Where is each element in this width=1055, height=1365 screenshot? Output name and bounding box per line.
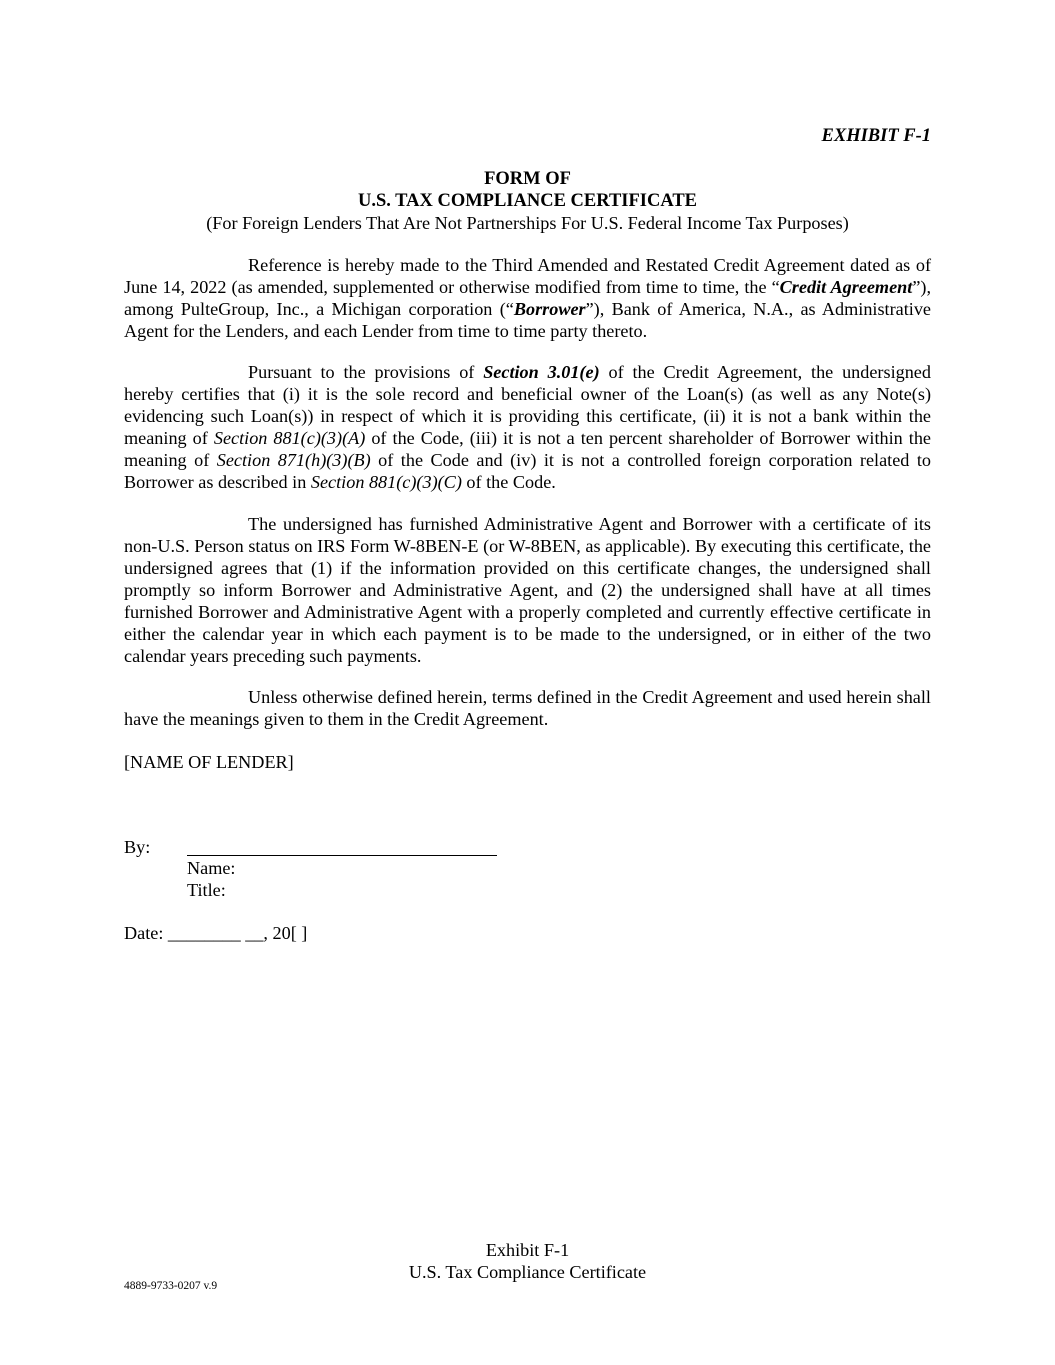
lender-name-placeholder: [NAME OF LENDER] xyxy=(124,752,294,772)
paragraph-text: of the Code. xyxy=(461,472,556,492)
footer-exhibit: Exhibit F-1 xyxy=(485,1240,570,1260)
section-reference: Section 881(c)(3)(C) xyxy=(310,472,462,492)
exhibit-label: EXHIBIT F-1 xyxy=(821,126,931,146)
paragraph-certification xyxy=(124,361,931,493)
title-line-subtitle: (For Foreign Lenders That Are Not Partnerships For U.S. Federal Income Tax Purposes) xyxy=(206,213,849,233)
title-line-form-of: FORM OF xyxy=(484,169,571,189)
paragraph-text: Reference is hereby made to the Third Amended and Restated Credit Agreement dated as of June 14, 2022 (as amended, supplemented or otherwise modified from time to time, the “ xyxy=(124,255,931,297)
paragraph-text: ”), among PulteGroup, Inc., a Michigan corporation (“ xyxy=(124,277,932,319)
paragraph-text: Pursuant to the provisions of xyxy=(248,362,484,382)
paragraph-text: of the Code and (iv) it is not a controlled foreign corporation related to Borrower as described in xyxy=(124,450,931,492)
document-id: 4889-9733-0207 v.9 xyxy=(124,1280,218,1292)
paragraph-reference xyxy=(124,254,931,342)
section-reference: Section 871(h)(3)(B) xyxy=(216,450,371,470)
footer-title: U.S. Tax Compliance Certificate xyxy=(408,1262,647,1282)
signature-line xyxy=(187,855,497,856)
signature-by-label: By: xyxy=(124,837,151,857)
signature-name-label: Name: xyxy=(187,858,236,878)
paragraph-text: of the Credit Agreement, the undersigned hereby certifies that (i) it is the sole record and beneficial owner of the Loan(s) (as well as any Note(s) evidencing such Loan(s)) in respect of which it is providing this certificate, (ii) it is not a bank within the meaning of xyxy=(124,362,931,448)
defined-term-borrower: Borrower xyxy=(513,299,586,319)
paragraph-text: ”), Bank of America, N.A., as Administrative Agent for the Lenders, and each Lender from time to time party thereto. xyxy=(124,299,932,341)
defined-term-credit-agreement: Credit Agreement xyxy=(779,277,913,297)
signature-date-line: Date: ________ __, 20[ ] xyxy=(124,923,308,943)
page-footer xyxy=(0,1239,1055,1283)
signature-title-label: Title: xyxy=(187,880,226,900)
section-reference: Section 3.01(e) xyxy=(483,362,600,382)
title-line-certificate: U.S. TAX COMPLIANCE CERTIFICATE xyxy=(357,191,698,211)
paragraph-furnished-certificate: The undersigned has furnished Administrative Agent and Borrower with a certificate of its non-U.S. Person status on IRS Form W-8BEN-E (or W-8BEN, as applicable). By executing this certificate, the undersigned agrees that (1) if the information provided on this certificate changes, the undersigned shall promptly so inform Borrower and Administrative Agent, and (2) the undersigned shall have at all times furnished Borrower and Administrative Agent with a properly completed and currently effective certificate in either the calendar year in which each payment is to be made to the undersigned, or in either of the two calendar years preceding such payments. xyxy=(124,514,931,666)
paragraph-text: of the Code, (iii) it is not a ten percent shareholder of Borrower within the meaning of xyxy=(124,428,932,470)
section-reference: Section 881(c)(3)(A) xyxy=(213,428,366,448)
paragraph-definitions: Unless otherwise defined herein, terms defined in the Credit Agreement and used herein shall have the meanings given to them in the Credit Agreement. xyxy=(124,687,931,729)
document-title xyxy=(0,168,1055,234)
